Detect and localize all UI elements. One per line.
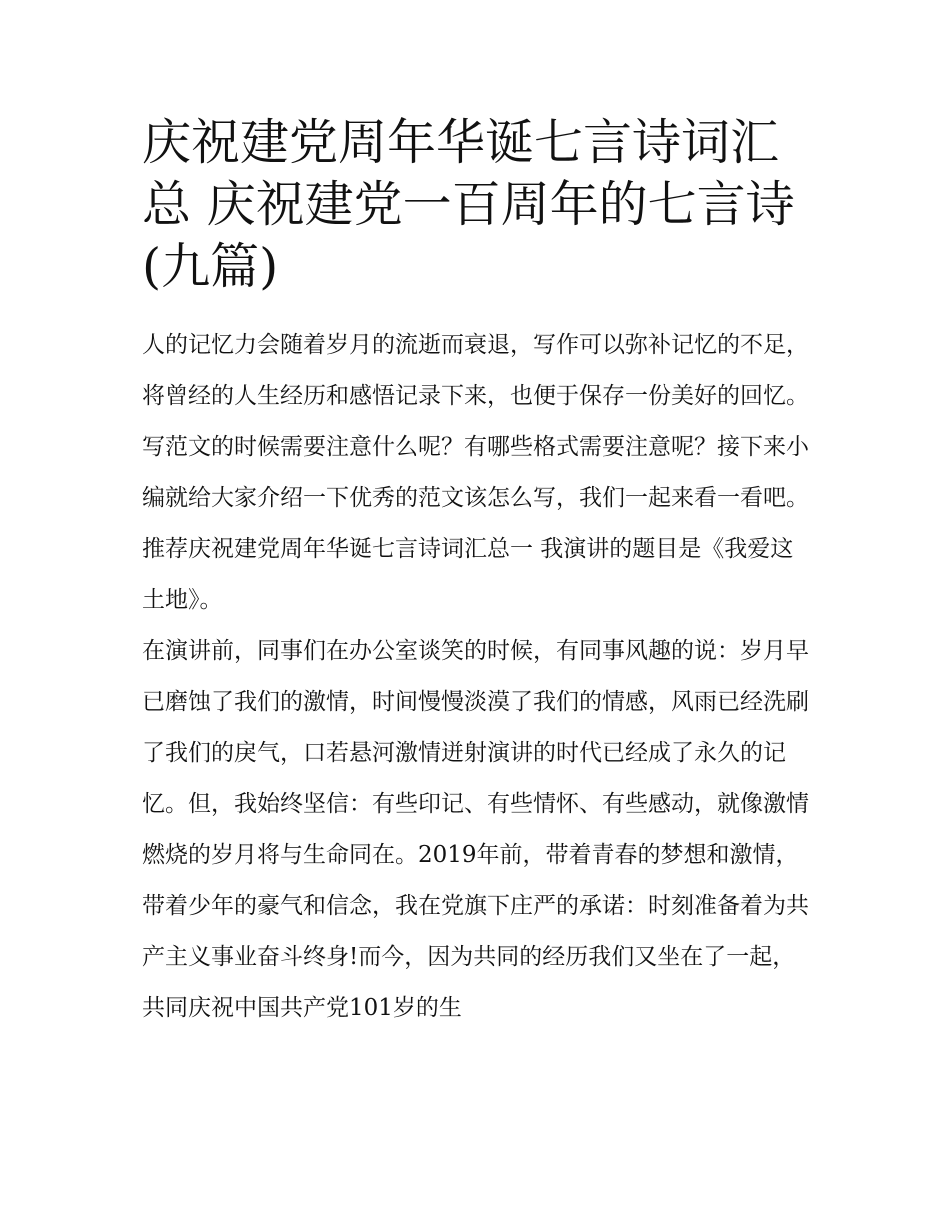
document-page [142,112,814,1034]
intro-paragraph: 人的记忆力会随着岁月的流逝而衰退，写作可以弥补记忆的不足，将曾经的人生经历和感悟记录下来，也便于保存一份美好的回忆。写范文的时候需要注意什么呢？有哪些格式需要注意呢？接下来小编就给大家介绍一下优秀的范文该怎么写，我们一起来看一看吧。 [142,332,809,511]
document-body [142,320,814,1034]
speech-paragraph: 在演讲前，同事们在办公室谈笑的时候，有同事风趣的说：岁月早已磨蚀了我们的激情，时间慢慢淡漠了我们的情感，风雨已经洗刷了我们的戾气，口若悬河激情迸射演讲的时代已经成了永久的记忆。但，我始终坚信：有些印记、有些情怀、有些感动，就像激情燃烧的岁月将与生命同在。2019年前，带着青春的梦想和激情，带着少年的豪气和信念，我在党旗下庄严的承诺：时刻准备着为共产主义事业奋斗终身!而今，因为共同的经历我们又坐在了一起，共同庆祝中国共产党101岁的生 [142,638,809,1021]
recommend-paragraph: 推荐庆祝建党周年华诞七言诗词汇总一 我演讲的题目是《我爱这土地》。 [142,536,794,613]
document-title: 庆祝建党周年华诞七言诗词汇总 庆祝建党一百周年的七言诗(九篇) [142,114,795,295]
